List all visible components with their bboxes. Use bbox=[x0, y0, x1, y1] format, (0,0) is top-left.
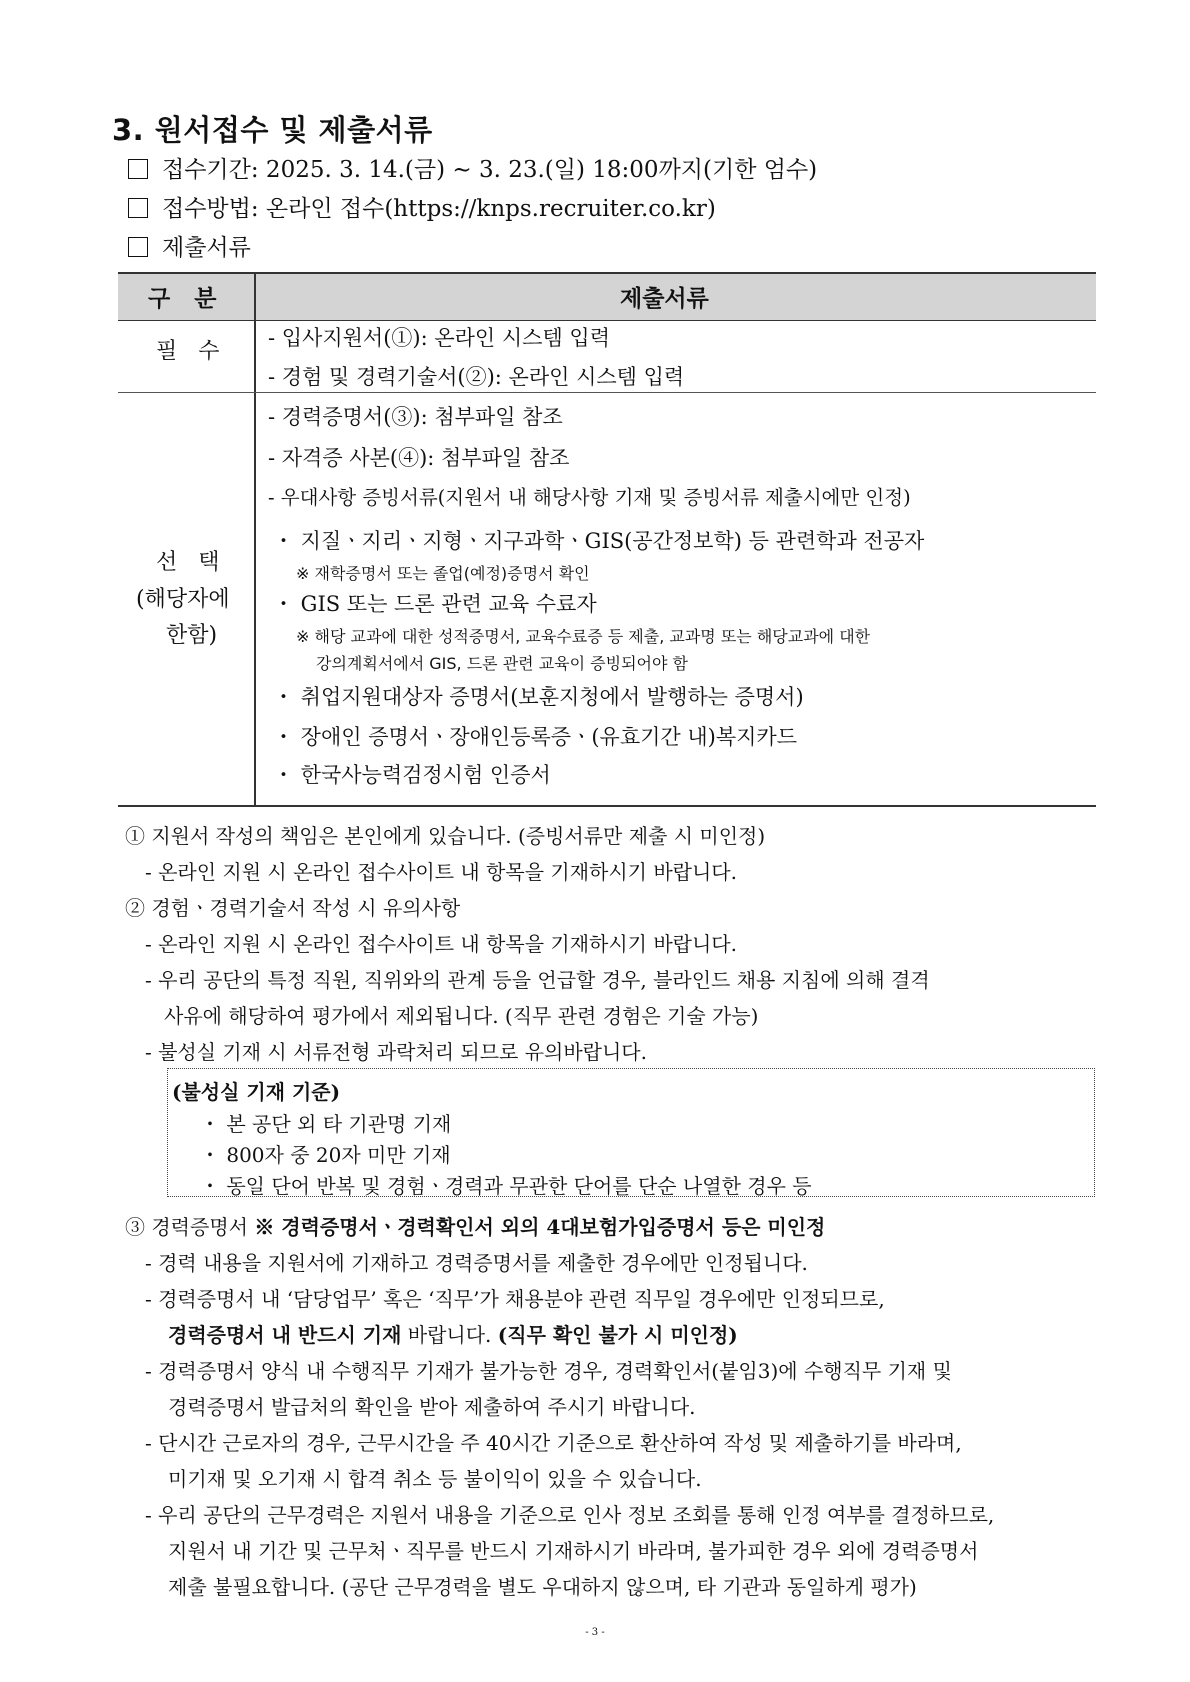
table-header bbox=[118, 272, 1096, 321]
docs-label-text: 제출서류 bbox=[162, 235, 251, 261]
optional-item: ・ 취업지원대상자 증명서(보훈지청에서 발행하는 증명서) bbox=[273, 685, 804, 709]
note-1: ① 지원서 작성의 책임은 본인에게 있습니다. (증빙서류만 제출 시 미인정) bbox=[125, 824, 766, 848]
note-3-5: - 우리 공단의 근무경력은 지원서 내용을 기준으로 인사 정보 조회를 통해 인정 여부를 결정하므로, bbox=[145, 1503, 995, 1527]
note-2-a: - 온라인 지원 시 온라인 접수사이트 내 항목을 기재하시기 바랍니다. bbox=[145, 932, 737, 956]
documents-table bbox=[118, 272, 1096, 807]
square-bullet-icon bbox=[128, 237, 148, 257]
required-label: 필 수 bbox=[156, 339, 220, 364]
note-3-2-bold2: (직무 확인 불가 시 미인정) bbox=[497, 1323, 738, 1347]
optional-item: ・ GIS 또는 드론 관련 교육 수료자 bbox=[273, 592, 597, 616]
note-3-1: - 경력 내용을 지원서에 기재하고 경력증명서를 제출한 경우에만 인정됩니다. bbox=[145, 1251, 808, 1275]
optional-note: ※ 해당 교과에 대한 성적증명서, 교육수료증 등 제출, 교과명 또는 해당교과에 대한 bbox=[296, 627, 871, 646]
note-3-3: - 경력증명서 양식 내 수행직무 기재가 불가능한 경우, 경력확인서(붙임3)에 수행직무 기재 및 bbox=[145, 1359, 952, 1383]
required-item: - 입사지원서(①): 온라인 시스템 입력 bbox=[268, 326, 610, 350]
note-3-5-cont2: 제출 불필요합니다. (공단 근무경력을 별도 우대하지 않으며, 타 기관과 동일하게 평가) bbox=[168, 1575, 917, 1599]
optional-note: ※ 재학증명서 또는 졸업(예정)증명서 확인 bbox=[296, 564, 590, 583]
period-line bbox=[128, 151, 817, 184]
row-divider bbox=[118, 392, 1096, 393]
required-item: - 경험 및 경력기술서(②): 온라인 시스템 입력 bbox=[268, 365, 685, 389]
table-bottom-border bbox=[118, 805, 1096, 807]
note-2-b-cont: 사유에 해당하여 평가에서 제외됩니다. (직무 관련 경험은 기술 가능) bbox=[164, 1004, 759, 1028]
note-3-2-bold: 경력증명서 내 반드시 기재 bbox=[168, 1323, 402, 1347]
note-3-5-cont: 지원서 내 기간 및 근무처ㆍ직무를 반드시 기재하시기 바라며, 불가피한 경우 외에 경력증명서 bbox=[168, 1539, 979, 1563]
optional-note: 강의계획서에서 GIS, 드론 관련 교육이 증빙되어야 함 bbox=[316, 654, 688, 673]
box-title: (불성실 기재 기준) bbox=[172, 1080, 341, 1104]
note-3-4: - 단시간 근로자의 경우, 근무시간을 주 40시간 기준으로 환산하여 작성 및 제출하기를 바라며, bbox=[145, 1431, 962, 1455]
page-number: - 3 - bbox=[585, 1627, 605, 1638]
square-bullet-icon bbox=[128, 159, 148, 179]
method-text: 접수방법: 온라인 접수(https://knps.recruiter.co.kr) bbox=[162, 196, 716, 222]
optional-item: - 경력증명서(③): 첨부파일 참조 bbox=[268, 405, 563, 429]
section-title: 3. 원서접수 및 제출서류 bbox=[112, 113, 433, 147]
box-item: ・ 동일 단어 반복 및 경험ㆍ경력과 무관한 단어를 단순 나열한 경우 등 bbox=[200, 1174, 812, 1198]
optional-item: ・ 한국사능력검정시험 인증서 bbox=[273, 763, 551, 787]
note-3-3-cont: 경력증명서 발급처의 확인을 받아 제출하여 주시기 바랍니다. bbox=[168, 1395, 696, 1419]
note-3-4-cont: 미기재 및 오기재 시 합격 취소 등 불이익이 있을 수 있습니다. bbox=[168, 1467, 702, 1491]
optional-label: (해당자에 bbox=[136, 587, 230, 612]
square-bullet-icon bbox=[128, 198, 148, 218]
box-item: ・ 본 공단 외 타 기관명 기재 bbox=[200, 1112, 452, 1136]
note-3-2: - 경력증명서 내 ‘담당업무’ 혹은 ‘직무’가 채용분야 관련 직무일 경우에만 인정되므로, bbox=[145, 1287, 885, 1311]
note-2-b: - 우리 공단의 특정 직원, 직위와의 관계 등을 언급할 경우, 블라인드 채용 지침에 의해 결격 bbox=[145, 968, 930, 992]
method-line bbox=[128, 190, 716, 223]
docs-label-line bbox=[128, 229, 251, 262]
period-text: 접수기간: 2025. 3. 14.(금) ∼ 3. 23.(일) 18:00까지(기한 엄수) bbox=[162, 157, 818, 183]
header-docs: 제출서류 bbox=[620, 286, 709, 312]
note-3 bbox=[125, 1211, 825, 1240]
optional-item: - 자격증 사본(④): 첨부파일 참조 bbox=[268, 446, 570, 470]
header-category: 구 분 bbox=[148, 286, 217, 312]
optional-label: 한함) bbox=[166, 623, 218, 648]
optional-item: ・ 지질ㆍ지리ㆍ지형ㆍ지구과학ㆍGIS(공간정보학) 등 관련학과 전공자 bbox=[273, 529, 925, 553]
note-3-2-mid: 바랍니다. bbox=[401, 1323, 498, 1347]
note-3-warning: ※ 경력증명서ㆍ경력확인서 외의 4대보험가입증명서 등은 미인정 bbox=[254, 1215, 826, 1239]
note-2-c: - 불성실 기재 시 서류전형 과락처리 되므로 유의바랍니다. bbox=[145, 1040, 647, 1064]
column-divider bbox=[254, 272, 256, 807]
note-3-2-cont bbox=[168, 1319, 738, 1348]
optional-item: - 우대사항 증빙서류(지원서 내 해당사항 기재 및 증빙서류 제출시에만 인정) bbox=[268, 486, 911, 509]
optional-item: ・ 장애인 증명서ㆍ장애인등록증ㆍ(유효기간 내)복지카드 bbox=[273, 725, 797, 749]
note-2: ② 경험ㆍ경력기술서 작성 시 유의사항 bbox=[125, 896, 461, 920]
note-1-a: - 온라인 지원 시 온라인 접수사이트 내 항목을 기재하시기 바랍니다. bbox=[145, 860, 737, 884]
note-3-label: ③ 경력증명서 bbox=[125, 1215, 255, 1239]
optional-label: 선 택 bbox=[156, 550, 220, 575]
box-item: ・ 800자 중 20자 미만 기재 bbox=[200, 1143, 451, 1167]
